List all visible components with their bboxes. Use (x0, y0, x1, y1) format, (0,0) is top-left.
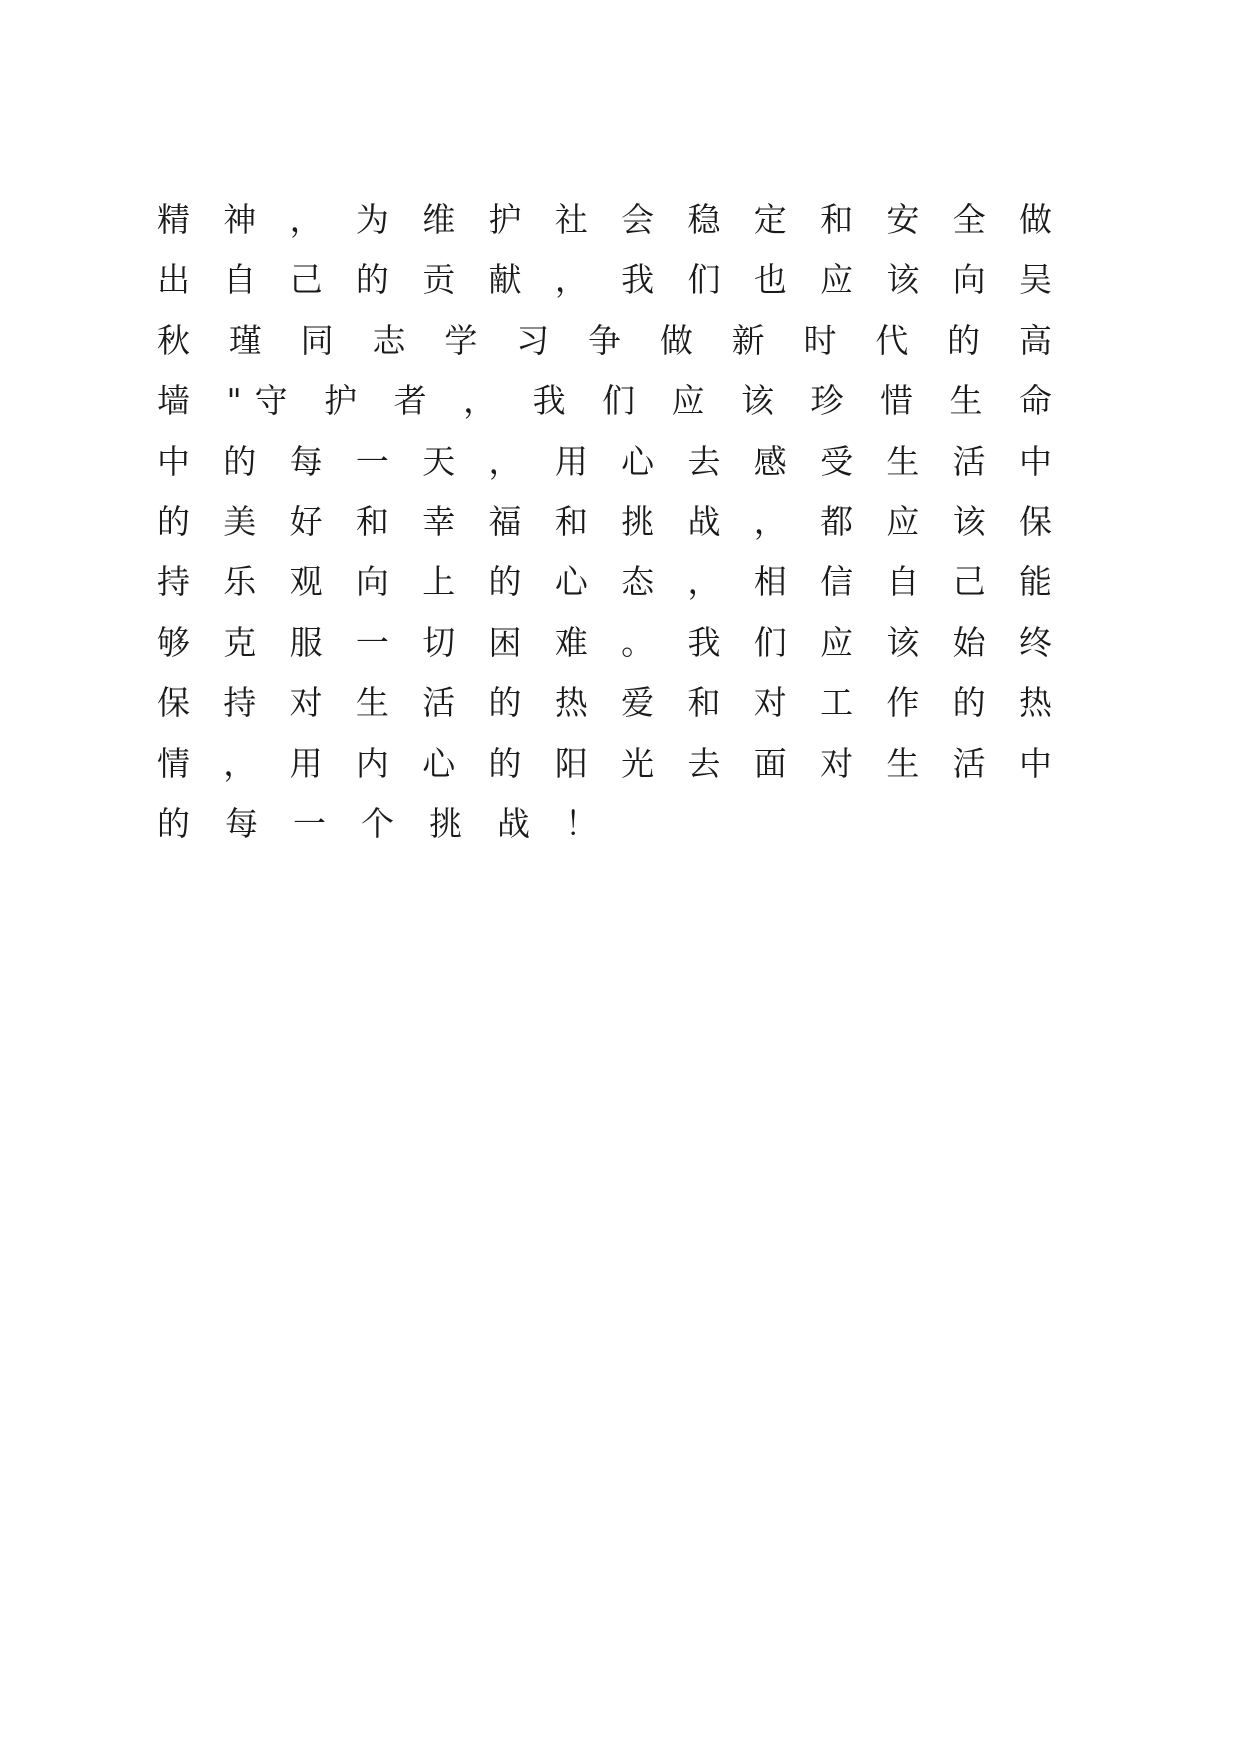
text-line-8: 够 克 服 一 切 困 难 。 我 们 应 该 始 终 (157, 622, 1052, 662)
text-line-7: 持 乐 观 向 上 的 心 态 ， 相 信 自 己 能 (157, 562, 1052, 602)
text-line-5: 中 的 每 一 天 ， 用 心 去 感 受 生 活 中 (157, 441, 1052, 481)
text-line-10: 情 ， 用 内 心 的 阳 光 去 面 对 生 活 中 (157, 743, 1052, 783)
text-line-3: 秋 瑾 同 志 学 习 争 做 新 时 代 的 高 (157, 320, 1052, 360)
body-paragraph (157, 190, 1052, 854)
text-line-11: 的每一个挑战！ (157, 803, 633, 843)
text-line-6: 的 美 好 和 幸 福 和 挑 战 ， 都 应 该 保 (157, 501, 1052, 541)
text-line-9: 保 持 对 生 活 的 热 爱 和 对 工 作 的 热 (157, 683, 1052, 723)
text-line-4: 墙 "守 护 者 ， 我 们 应 该 珍 惜 生 命 (157, 381, 1052, 421)
text-line-1: 精 神 ， 为 维 护 社 会 稳 定 和 安 全 做 (157, 200, 1052, 239)
text-line-2: 出 自 己 的 贡 献 ， 我 们 也 应 该 向 吴 (157, 260, 1052, 300)
